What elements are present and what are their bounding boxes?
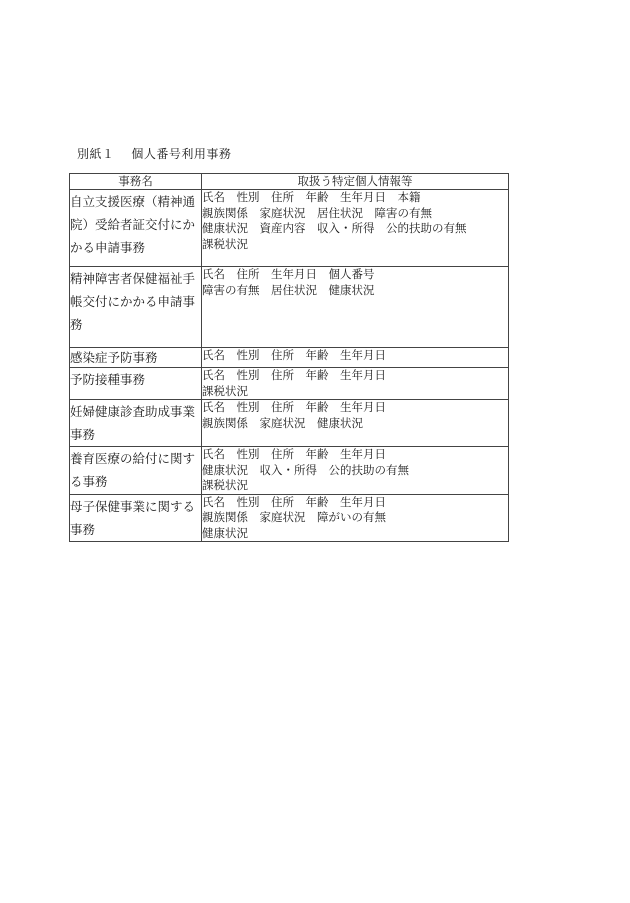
info-line: 健康状況 bbox=[202, 525, 248, 540]
info-cell bbox=[202, 494, 509, 542]
info-line: 障害の有無 居住状況 健康状況 bbox=[202, 282, 375, 297]
table-header-row bbox=[70, 174, 509, 190]
info-line: 健康状況 収入・所得 公的扶助の有無 bbox=[202, 462, 409, 477]
info-line: 親族関係 家庭状況 居住状況 障害の有無 bbox=[202, 205, 432, 220]
info-line: 課税状況 bbox=[202, 478, 248, 492]
table-row bbox=[70, 447, 509, 495]
info-line: 氏名 性別 住所 年齢 生年月日 bbox=[202, 368, 386, 382]
info-line: 氏名 住所 生年月日 個人番号 bbox=[202, 267, 375, 281]
task-name-cell: 精神障害者保健福祉手帳交付にかかる申請事務 bbox=[70, 267, 202, 348]
column-header-handled-info: 取扱う特定個人情報等 bbox=[202, 174, 509, 190]
task-name-cell: 母子保健事業に関する事務 bbox=[70, 494, 202, 542]
info-line: 氏名 性別 住所 年齢 生年月日 bbox=[202, 400, 386, 414]
table-row bbox=[70, 348, 509, 368]
info-cell bbox=[202, 348, 509, 368]
info-cell bbox=[202, 368, 509, 400]
info-line: 氏名 性別 住所 年齢 生年月日 bbox=[202, 494, 386, 509]
document-caption: 別紙１ 個人番号利用事務 bbox=[77, 147, 232, 161]
table-row bbox=[70, 190, 509, 267]
table-row bbox=[70, 267, 509, 348]
info-cell bbox=[202, 190, 509, 267]
info-line: 親族関係 家庭状況 健康状況 bbox=[202, 415, 363, 430]
info-cell bbox=[202, 447, 509, 495]
table-row bbox=[70, 494, 509, 542]
info-line: 氏名 性別 住所 年齢 生年月日 本籍 bbox=[202, 190, 421, 204]
info-line: 親族関係 家庭状況 障がいの有無 bbox=[202, 510, 386, 524]
info-line: 課税状況 bbox=[202, 236, 248, 251]
table-row bbox=[70, 368, 509, 400]
info-line: 氏名 性別 住所 年齢 生年月日 bbox=[202, 348, 386, 362]
column-header-task-name: 事務名 bbox=[70, 174, 202, 190]
task-name-cell: 養育医療の給付に関する事務 bbox=[70, 447, 202, 495]
personal-number-usage-table bbox=[69, 173, 509, 542]
task-name-cell: 予防接種事務 bbox=[70, 368, 202, 400]
task-name-cell: 感染症予防事務 bbox=[70, 348, 202, 368]
info-line: 課税状況 bbox=[202, 383, 248, 398]
info-cell bbox=[202, 400, 509, 447]
info-cell bbox=[202, 267, 509, 348]
task-name-cell: 妊婦健康診査助成事業事務 bbox=[70, 400, 202, 447]
task-name-cell: 自立支援医療（精神通院）受給者証交付にかかる申請事務 bbox=[70, 190, 202, 267]
table-row bbox=[70, 400, 509, 447]
info-line: 氏名 性別 住所 年齢 生年月日 bbox=[202, 447, 386, 461]
info-line: 健康状況 資産内容 収入・所得 公的扶助の有無 bbox=[202, 221, 467, 235]
